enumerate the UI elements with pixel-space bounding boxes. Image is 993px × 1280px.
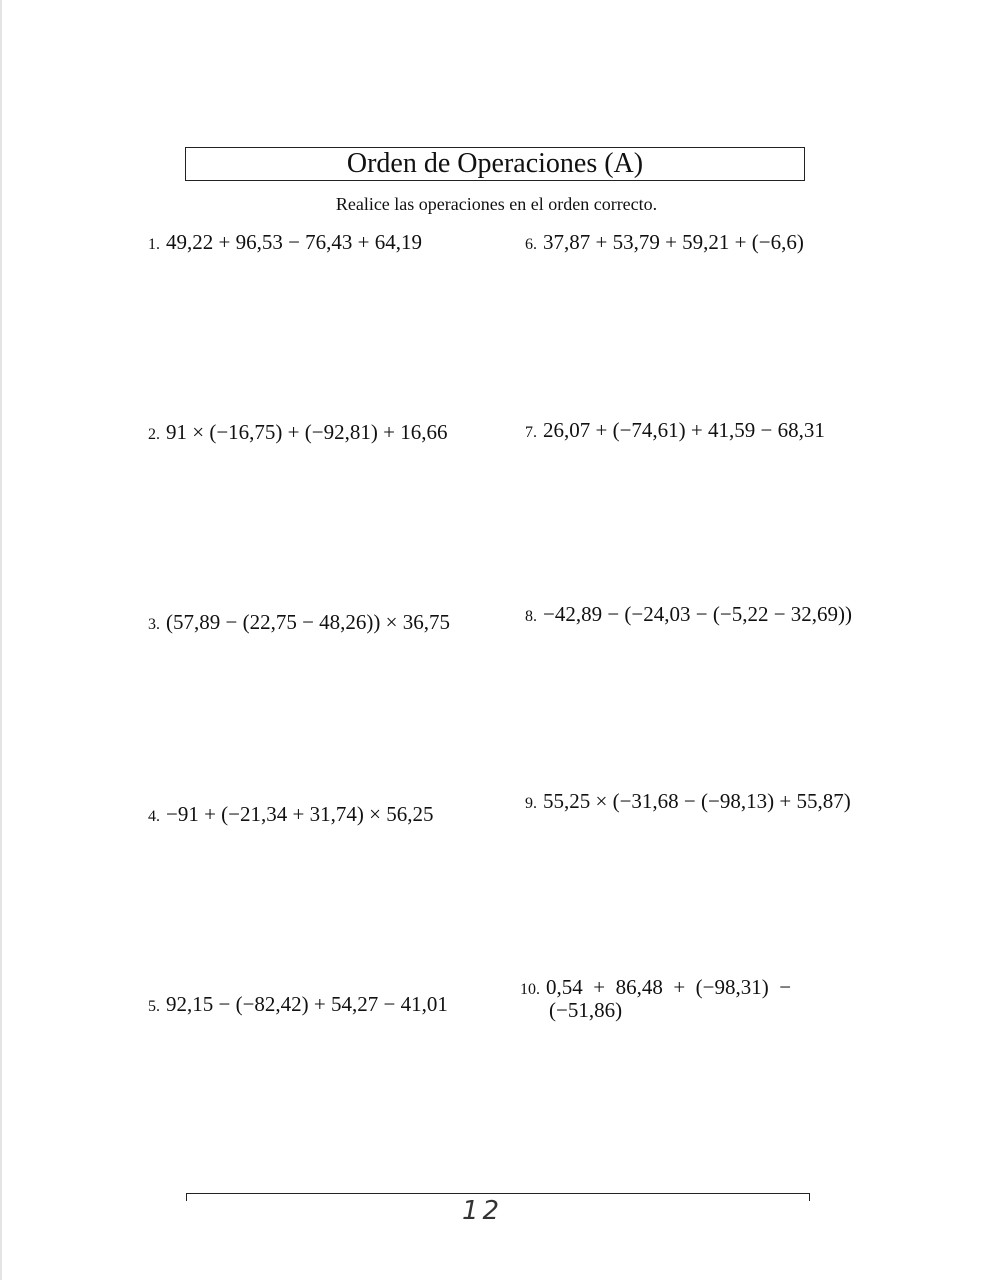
problem-number: 10. bbox=[520, 981, 540, 998]
problem-number: 9. bbox=[525, 795, 537, 812]
problem-number: 1. bbox=[148, 236, 160, 253]
problem-number: 5. bbox=[148, 998, 160, 1015]
problem-expression: −42,89 − (−24,03 − (−5,22 − 32,69)) bbox=[543, 602, 853, 626]
problem-number: 4. bbox=[148, 808, 160, 825]
problem-3 bbox=[148, 610, 450, 635]
problem-expression-continuation: (−51,86) bbox=[549, 997, 623, 1022]
problem-2 bbox=[148, 420, 447, 445]
page-edge bbox=[0, 0, 2, 1280]
problem-7 bbox=[525, 418, 825, 443]
worksheet-title: Orden de Operaciones (A) bbox=[346, 148, 644, 179]
problem-expression: 37,87 + 53,79 + 59,21 + (−6,6) bbox=[543, 230, 804, 254]
problem-number: 3. bbox=[148, 616, 160, 633]
problem-4 bbox=[148, 802, 433, 827]
problem-expression: 26,07 + (−74,61) + 41,59 − 68,31 bbox=[543, 418, 825, 442]
problem-8 bbox=[525, 602, 852, 627]
problem-number: 2. bbox=[148, 426, 160, 443]
problem-number: 8. bbox=[525, 608, 537, 625]
problem-10 bbox=[520, 976, 870, 1021]
problem-expression: 49,22 + 96,53 − 76,43 + 64,19 bbox=[166, 230, 423, 254]
problem-expression: (57,89 − (22,75 − 48,26)) × 36,75 bbox=[166, 610, 451, 634]
problem-5 bbox=[148, 992, 448, 1017]
problem-expression: 91 × (−16,75) + (−92,81) + 16,66 bbox=[166, 420, 448, 444]
problem-expression: −91 + (−21,34 + 31,74) × 56,25 bbox=[166, 802, 434, 826]
problem-6 bbox=[525, 230, 804, 255]
worksheet-title-box bbox=[185, 147, 805, 181]
problem-1 bbox=[148, 230, 422, 255]
problem-expression: 55,25 × (−31,68 − (−98,13) + 55,87) bbox=[543, 789, 851, 813]
problem-number: 7. bbox=[525, 424, 537, 441]
problem-9 bbox=[525, 789, 851, 814]
problem-expression: 0,54 + 86,48 + (−98,31) − bbox=[546, 975, 792, 999]
problem-number: 6. bbox=[525, 236, 537, 253]
page-number: 12 bbox=[462, 1196, 504, 1226]
problem-expression: 92,15 − (−82,42) + 54,27 − 41,01 bbox=[166, 992, 448, 1016]
instructions: Realice las operaciones en el orden correcto. bbox=[335, 194, 658, 214]
